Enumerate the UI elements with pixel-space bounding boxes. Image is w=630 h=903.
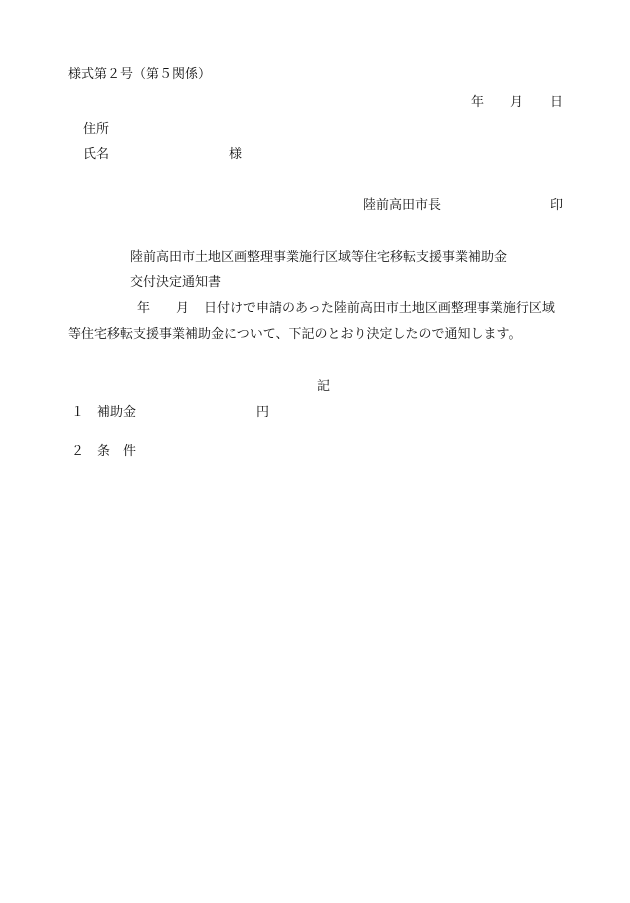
honorific: 様 bbox=[229, 147, 243, 162]
issuer-title: 陸前高田市長 bbox=[363, 198, 442, 213]
body-line2: 等住宅移転支援事業補助金について、下記のとおり決定したので通知します。 bbox=[68, 327, 522, 342]
body-month: 月 bbox=[176, 301, 190, 316]
record-heading: 記 bbox=[317, 379, 331, 394]
date-month: 月 bbox=[510, 95, 524, 110]
item1-number: １ bbox=[71, 405, 85, 420]
item2-number: ２ bbox=[71, 444, 85, 459]
date-day: 日 bbox=[550, 95, 564, 110]
item1-label: 補助金 bbox=[97, 405, 137, 420]
document-title-line2: 交付決定通知書 bbox=[130, 275, 222, 290]
address-label: 住所 bbox=[83, 122, 110, 137]
document-title-line1: 陸前高田市土地区画整理事業施行区域等住宅移転支援事業補助金 bbox=[130, 250, 508, 265]
body-line1-rest: 日付けで申請のあった陸前高田市土地区画整理事業施行区域 bbox=[204, 301, 555, 316]
item1-unit: 円 bbox=[256, 405, 270, 420]
date-year: 年 bbox=[471, 95, 485, 110]
name-label: 氏名 bbox=[83, 147, 110, 162]
seal-mark: 印 bbox=[550, 198, 564, 213]
item2-label: 条 件 bbox=[97, 444, 137, 459]
form-number: 様式第２号（第５関係） bbox=[68, 67, 212, 82]
body-year: 年 bbox=[137, 301, 151, 316]
